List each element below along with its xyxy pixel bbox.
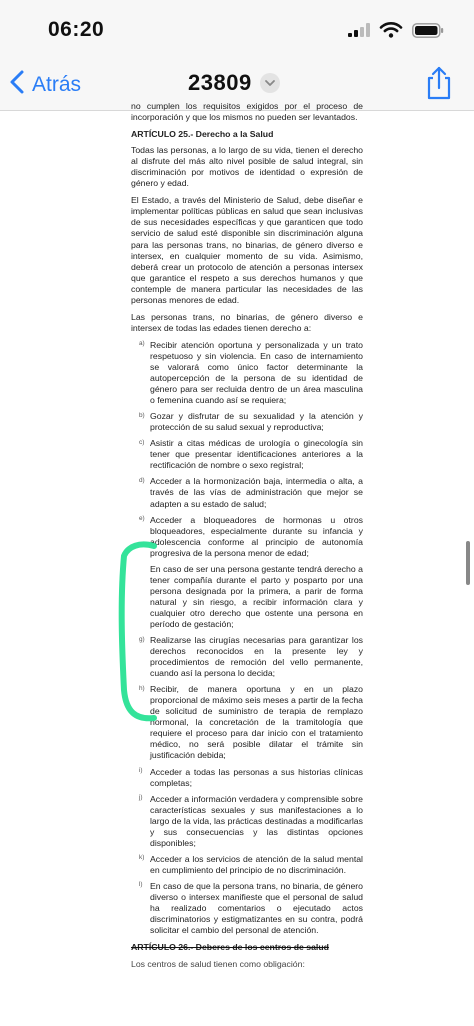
signal-icon [348,23,370,42]
list-item [131,438,363,471]
document-title-menu[interactable] [188,70,280,96]
item-marker: g) [139,635,145,643]
list-item [131,476,363,509]
list-item [131,881,363,936]
document-page [131,101,363,976]
item-marker: e) [139,515,145,523]
share-icon [426,87,452,104]
item-text: Acceder a la hormonización baja, intermedia o alta, a través de las vías de administración que mejor se adapten a su estado de salud; [150,476,363,509]
document-title: 23809 [188,70,252,95]
item-text: Recibir atención oportuna y personalizada y un trato respetuoso y sin violencia. En caso de internamiento se valorará como único factor determinante la autopercepción de la persona de su identidad de género para ser recluida dentro de un área masculina o femenina cuando así se requiera; [150,339,363,406]
item-text: En caso de ser una persona gestante tendrá derecho a tener compañía durante el parto y posparto por una persona designada por la primera, a parir de forma natural y sin riesgo, a recibir información clara y cualquier otro derecho que ostente una persona en período de gestación; [150,563,363,629]
item-text: Recibir, de manera oportuna y en un plazo proporcional de máximo seis meses a partir de la fecha de solicitud de suministro de terapia de remplazo hormonal, la concretación de la tramitología que requiere el proceso para dar inicio con el tratamiento médico, no será posible dilatar el trámite sin justificación debida; [150,684,363,761]
green-bracket-annotation [112,540,162,730]
status-icons [348,22,444,43]
status-bar [0,0,474,60]
item-marker: j) [139,794,143,802]
article-26-intro: Los centros de salud tienen como obligación: [131,959,305,970]
document-view[interactable] [0,101,474,1026]
item-marker: b) [139,411,145,419]
item-marker: a) [139,340,145,348]
rights-list [131,340,363,936]
item-text: Acceder a todas las personas a sus historias clínicas completas; [150,766,363,788]
list-item [131,854,363,876]
item-marker: c) [139,438,145,446]
battery-icon [412,23,444,43]
item-marker: k) [139,854,145,862]
scroll-indicator[interactable] [466,541,470,585]
item-text: Acceder a bloqueadores de hormonas u otros bloqueadores, especialmente durante su infancia y adolescencia conforme al principio de autonomía progresiva de la persona menor de edad; [150,514,363,558]
paragraph: El Estado, a través del Ministerio de Salud, debe diseñar e implementar políticas públicas en salud que sean inclusivas de sus necesidades específicas y que garanticen que todo servicio de salud esté disponible sin discriminación alguna para las personas trans, no binarias, de género diverso e intersex, en cualquier momento de su vida. Asimismo, deberá crear un protocolo de atención a personas intersex que garantice el respeto a sus derechos humanos y que contemple de manera particular las necesidades de las personas menores de edad. [131,195,363,305]
paragraph: Todas las personas, a lo largo de su vida, tienen el derecho al disfrute del más alto nivel posible de salud integral, sin discriminación por motivos de identidad o expresión de género y edad. [131,145,363,189]
chevron-left-icon [10,70,24,99]
status-time: 06:20 [48,18,105,41]
back-label: Atrás [32,72,82,96]
article-26-heading: ARTÍCULO 26.- Deberes de los centros de salud [131,942,329,953]
list-item [131,564,363,630]
item-marker: d) [139,476,145,484]
item-marker: h) [139,684,145,692]
share-button[interactable] [426,66,452,105]
list-item [131,411,363,433]
paragraph: Las personas trans, no binarias, de género diverso e intersex de todas las edades tienen derecho a: [131,311,363,333]
chevron-down-icon [260,73,280,93]
item-text: Gozar y disfrutar de su sexualidad y la atención y protección de su salud sexual y reproductiva; [150,411,363,433]
item-text: Realizarse las cirugías necesarias para garantizar los derechos reconocidos en la presente ley y procedimientos de remoción del vello permanente, cuando así la persona lo decida; [150,635,363,679]
list-item [131,684,363,761]
item-text: Asistir a citas médicas de urología o ginecología sin tener que presentar identificaciones anteriores a la rectificación de nombre o sexo registral; [150,438,363,471]
list-item [131,794,363,849]
list-item [131,635,363,679]
list-item [131,767,363,789]
top-fragment: no cumplen los requisitos exigidos por el proceso de incorporación y que los mismos no pueden ser levantados. [131,101,363,123]
item-marker: l) [139,881,143,889]
article-25-heading: ARTÍCULO 25.- Derecho a la Salud [131,129,274,140]
list-item [131,515,363,559]
item-text: En caso de que la persona trans, no binaria, de género diverso o intersex manifieste que el personal de salud ha realizado comentarios o ejecutado actos discriminatorios y estigmatizantes en su contra, podrá solicitar el cambio del personal de atención. [150,880,363,936]
item-text: Acceder a los servicios de atención de la salud mental en cumplimiento del principio de no discriminación. [150,853,363,875]
item-marker: i) [139,767,143,775]
wifi-icon [380,22,402,43]
item-text: Acceder a información verdadera y comprensible sobre características sexuales y sus manifestaciones a lo largo de la vida, las prácticas destinadas a modificarlas y sus consecuencias y las distintas opciones disponibles; [150,793,363,848]
back-button[interactable] [10,70,81,99]
list-item [131,340,363,406]
